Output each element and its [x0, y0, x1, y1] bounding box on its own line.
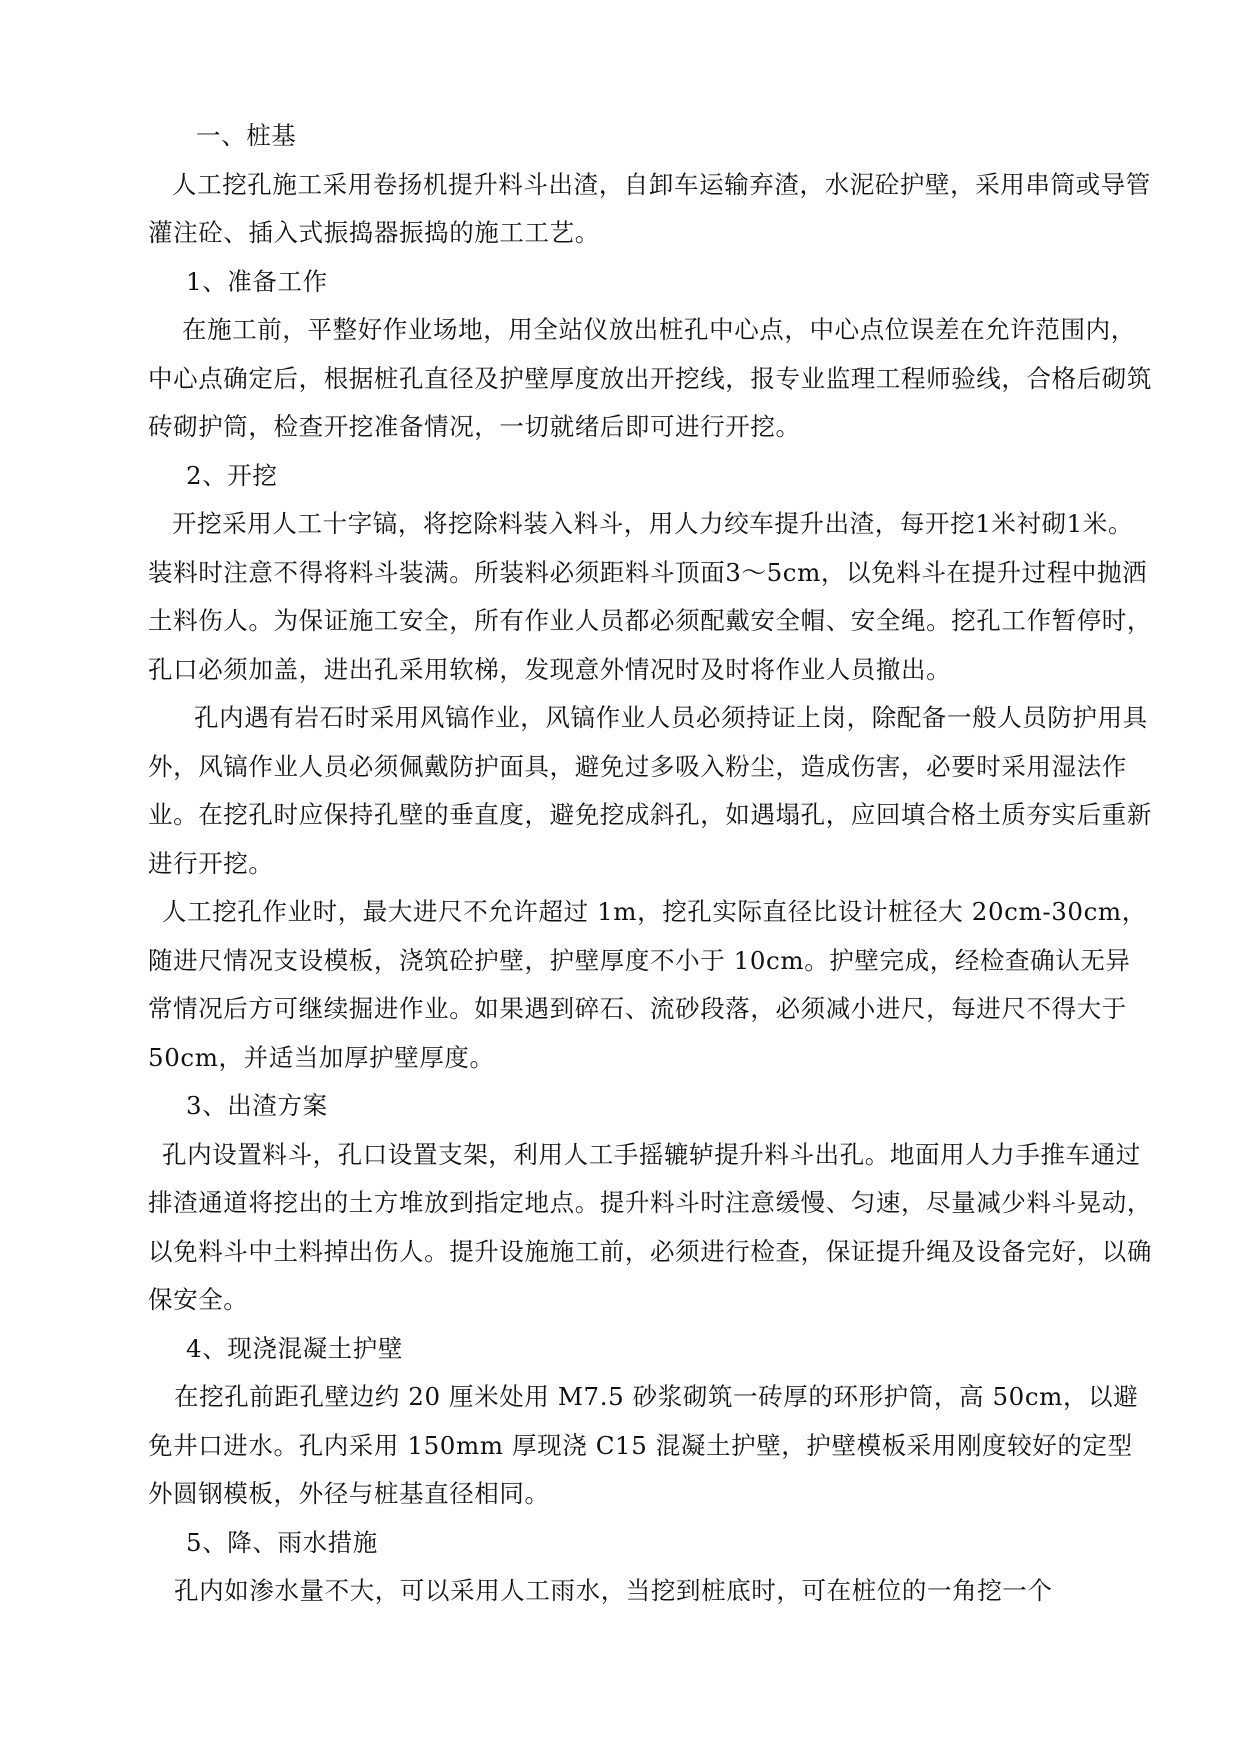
document-body	[148, 112, 1154, 1616]
paragraph-muck-removal: 孔内设置料斗，孔口设置支架，利用人工手摇辘轳提升料斗出孔。地面用人力手推车通过排渣通道将挖出的土方堆放到指定地点。提升料斗时注意缓慢、匀速，尽量减少料斗晃动，以免料斗中土料掉出伤人。提升设施施工前，必须进行检查，保证提升绳及设备完好，以确保安全。	[148, 1139, 1152, 1314]
paragraph-rock-handling: 孔内遇有岩石时采用风镐作业，风镐作业人员必须持证上岗，除配备一般人员防护用具外，风镐作业人员必须佩戴防护面具，避免过多吸入粉尘，造成伤害，必要时采用湿法作业。在挖孔时应保持孔壁的垂直度，避免挖成斜孔，如遇塌孔，应回填合格土质夯实后重新进行开挖。	[148, 703, 1152, 878]
section-heading-dewatering: 5、降、雨水措施	[186, 1527, 378, 1557]
paragraph-cast-in-place-wall: 在挖孔前距孔壁边约 20 厘米处用 M7.5 砂浆砌筑一砖厚的环形护筒，高 50cm，以避免井口进水。孔内采用 150mm 厚现浇 C15 混凝土护壁，护壁模板采用刚度较好的定型外圆钢模板，外径与桩基直径相同。	[148, 1382, 1139, 1508]
section-heading-excavation: 2、开挖	[186, 460, 278, 490]
section-heading-cast-in-place-wall: 4、现浇混凝土护壁	[186, 1333, 403, 1363]
paragraph-excavation: 开挖采用人工十字镐，将挖除料装入料斗，用人力绞车提升出渣，每开挖1米衬砌1米。装料时注意不得将料斗装满。所装料必须距料斗顶面3～5cm，以免料斗在提升过程中抛洒土料伤人。为保证施工安全，所有作业人员都必须配戴安全帽、安全绳。挖孔工作暂停时，孔口必须加盖，进出孔采用软梯，发现意外情况时及时将作业人员撤出。	[148, 509, 1152, 684]
paragraph-preparation: 在施工前，平整好作业场地，用全站仪放出桩孔中心点，中心点位误差在允许范围内，中心点确定后，根据桩孔直径及护壁厚度放出开挖线，报专业监理工程师验线，合格后砌筑砖砌护筒，检查开挖准备情况，一切就绪后即可进行开挖。	[148, 315, 1152, 441]
paragraph-dewatering: 孔内如渗水量不大，可以采用人工雨水，当挖到桩底时，可在桩位的一角挖一个	[174, 1576, 1053, 1605]
section-heading-pile-foundation: 一、桩基	[196, 121, 297, 150]
paragraph-manual-digging-overview: 人工挖孔施工采用卷扬机提升料斗出渣，自卸车运输弃渣，水泥砼护壁，采用串筒或导管灌注砼、插入式振捣器振捣的施工工艺。	[148, 169, 1151, 247]
section-heading-muck-removal: 3、出渣方案	[186, 1091, 328, 1120]
paragraph-excavation-limits: 人工挖孔作业时，最大进尺不允许超过 1m，挖孔实际直径比设计桩径大 20cm-30cm，随进尺情况支设模板，浇筑砼护壁，护壁厚度不小于 10cm。护壁完成，经检查确认无异常情况后方可继续掘进作业。如果遇到碎石、流砂段落，必须减小进尺，每进尺不得大于 50cm，并适当加厚护壁厚度。	[148, 897, 1147, 1072]
section-heading-preparation: 1、准备工作	[186, 266, 328, 296]
